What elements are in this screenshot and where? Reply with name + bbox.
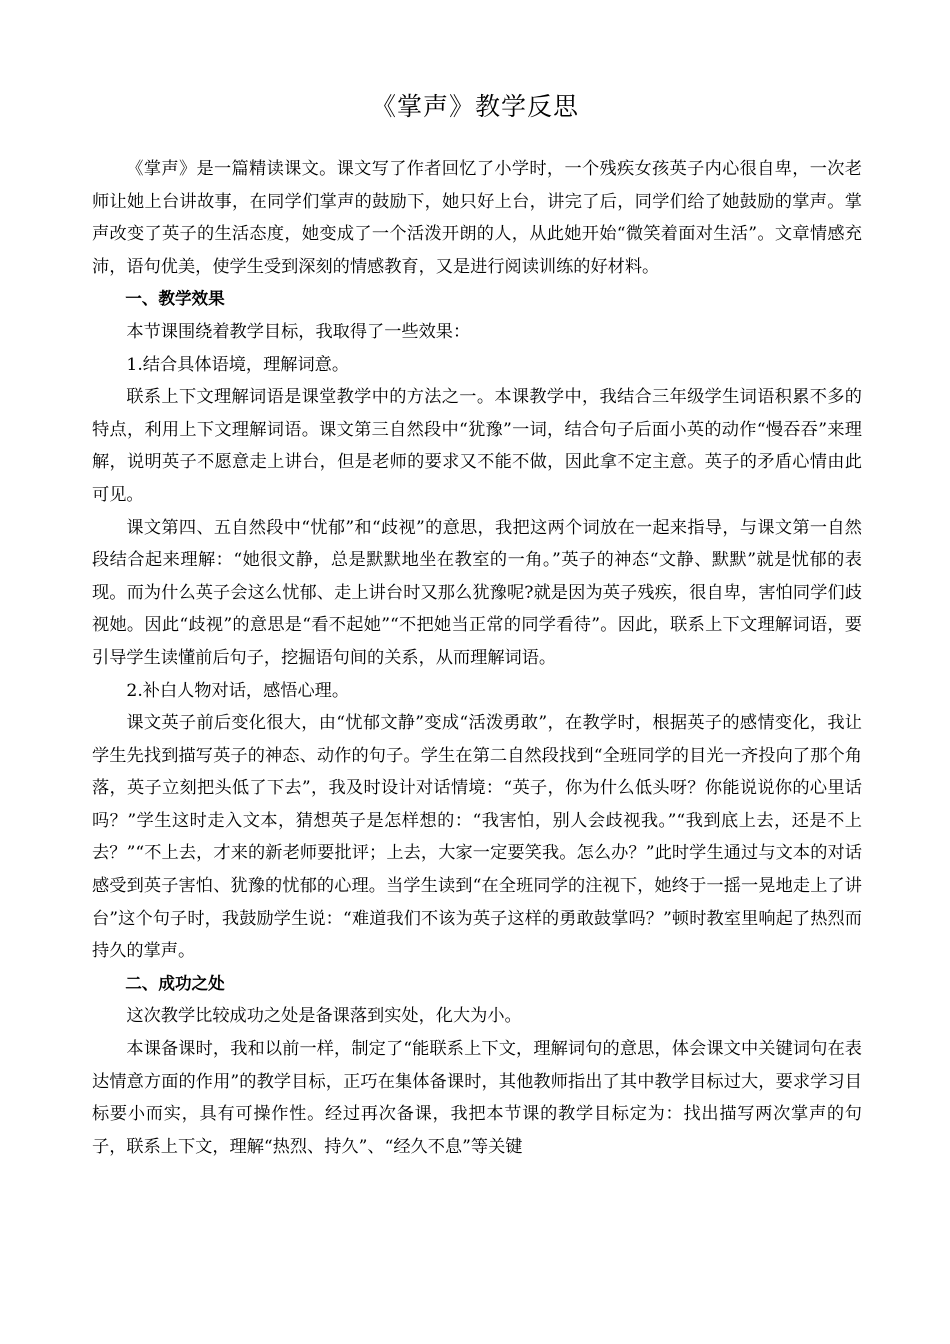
- paragraph: 1.结合具体语境，理解词意。: [126, 354, 350, 375]
- section-heading: 一、教学效果: [125, 289, 225, 309]
- page-title: 《掌声》教学反思: [370, 92, 579, 121]
- paragraph: 本节课围绕着教学目标，我取得了一些效果：: [126, 321, 471, 342]
- document-body: [92, 153, 862, 1163]
- paragraph: 课文英子前后变化很大，由“忧郁文静”变成“活泼勇敢”，在教学时，根据英子的感情变化，我让学生先找到描写英子的神态、动作的句子。学生在第二自然段找到“全班同学的目光一齐投向了那个角落，英子立刻把头低了下去”，我及时设计对话情境：“英子，你为什么低头呀？你能说说你的心里话吗？”学生这时走入文本，猜想英子是怎样想的：“我害怕，别人会歧视我。”“我到底上去，还是不上去？”“不上去，才来的新老师要批评；上去，大家一定要笑我。怎么办？”此时学生通过与文本的对话感受到英子害怕、犹豫的忧郁的心理。当学生读到“在全班同学的注视下，她终于一摇一晃地走上了讲台”这个句子时，我鼓励学生说：“难道我们不该为英子这样的勇敢鼓掌吗？”顿时教室里响起了热烈而持久的掌声。: [92, 713, 862, 962]
- section-heading: 二、成功之处: [125, 973, 225, 993]
- paragraph: 联系上下文理解词语是课堂教学中的方法之一。本课教学中，我结合三年级学生词语积累不多的特点，利用上下文理解词语。课文第三自然段中“犹豫”一词，结合句子后面小英的动作“慢吞吞”来理解，说明英子不愿意走上讲台，但是老师的要求又不能不做，因此拿不定主意。英子的矛盾心情由此可见。: [92, 387, 862, 505]
- paragraph: 课文第四、五自然段中“忧郁”和“歧视”的意思，我把这两个词放在一起来指导，与课文第一自然段结合起来理解：“她很文静，总是默默地坐在教室的一角。”英子的神态“文静、默默”就是忧郁的表现。而为什么英子会这么忧郁、走上讲台时又那么犹豫呢?就是因为英子残疾，很自卑，害怕同学们歧视她。因此“歧视”的意思是“看不起她”“不把她当正常的同学看待”。因此，联系上下文理解词语，要引导学生读懂前后句子，挖掘语句间的关系，从而理解词语。: [92, 517, 862, 668]
- paragraph: 《掌声》是一篇精读课文。课文写了作者回忆了小学时，一个残疾女孩英子内心很自卑，一次老师让她上台讲故事，在同学们掌声的鼓励下，她只好上台，讲完了后，同学们给了她鼓励的掌声。掌声改变了英子的生活态度，她变成了一个活泼开朗的人，从此她开始“微笑着面对生活”。文章情感充沛，语句优美，使学生受到深刻的情感教育，又是进行阅读训练的好材料。: [92, 159, 862, 277]
- paragraph: 这次教学比较成功之处是备课落到实处，化大为小。: [126, 1006, 522, 1027]
- paragraph: 2.补白人物对话，感悟心理。: [126, 680, 350, 701]
- paragraph: 本课备课时，我和以前一样，制定了“能联系上下文，理解词句的意思，体会课文中关键词句在表达情意方面的作用”的教学目标，正巧在集体备课时，其他教师指出了其中教学目标过大，要求学习目标要小而实，具有可操作性。经过再次备课，我把本节课的教学目标定为：找出描写两次掌声的句子，联系上下文，理解“热烈、持久”、“经久不息”等关键: [92, 1039, 862, 1157]
